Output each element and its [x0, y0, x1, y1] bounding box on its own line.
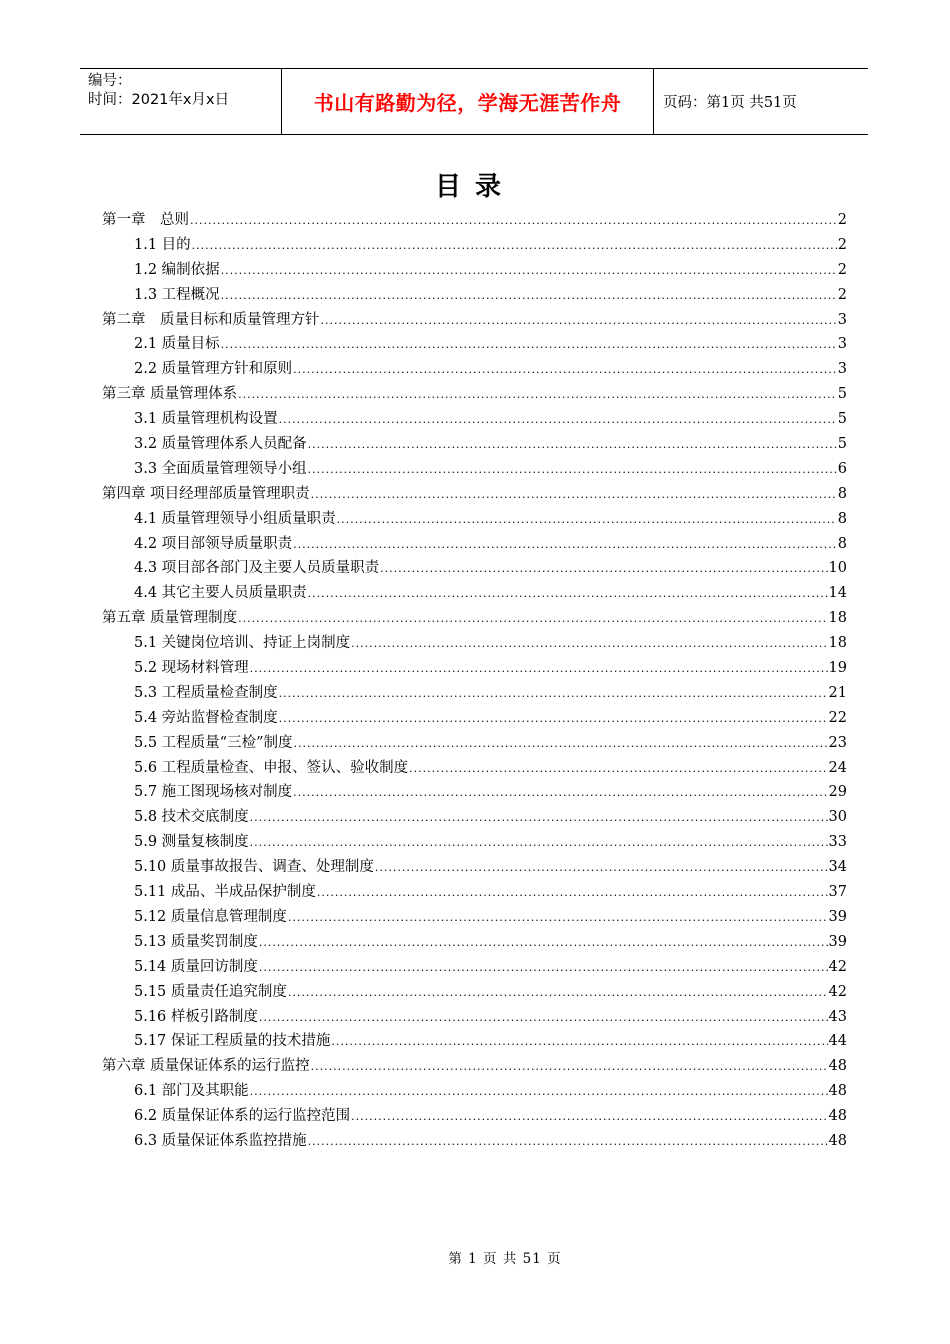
toc-section-entry[interactable]: [102, 656, 847, 681]
header-meta: [80, 69, 281, 134]
toc-dot-leader: [250, 836, 828, 849]
toc-dot-leader: [250, 811, 828, 824]
toc-entry-label: 5.11 成品、半成品保护制度: [134, 884, 316, 901]
table-of-contents: [102, 208, 847, 1154]
toc-dot-leader: [279, 413, 837, 426]
toc-entry-label: 5.7 施工图现场核对制度: [134, 784, 293, 801]
toc-entry-page: 21: [828, 684, 847, 701]
toc-dot-leader: [331, 1035, 827, 1048]
page-title: 目录: [434, 172, 515, 202]
toc-section-entry[interactable]: [102, 1029, 847, 1054]
toc-section-entry[interactable]: [102, 930, 847, 955]
header-slogan: 书山有路勤为径，学海无涯苦作舟: [313, 91, 622, 115]
toc-entry-page: 3: [837, 336, 847, 353]
toc-section-entry[interactable]: [102, 1005, 847, 1030]
toc-entry-page: 5: [837, 436, 847, 453]
toc-section-entry[interactable]: [102, 855, 847, 880]
toc-section-entry[interactable]: [102, 258, 847, 283]
toc-dot-leader: [351, 1110, 827, 1123]
document-time: 时间：2021年x月x日: [88, 92, 230, 108]
toc-dot-leader: [288, 911, 828, 924]
toc-entry-page: 5: [837, 411, 847, 428]
toc-entry-page: 23: [828, 734, 847, 751]
toc-entry-label: 4.1 质量管理领导小组质量职责: [134, 510, 336, 527]
toc-dot-leader: [192, 239, 837, 252]
toc-entry-page: 2: [837, 212, 847, 228]
toc-dot-leader: [259, 961, 828, 974]
toc-section-entry[interactable]: [102, 805, 847, 830]
toc-section-entry[interactable]: [102, 407, 847, 432]
toc-section-entry[interactable]: [102, 880, 847, 905]
toc-section-entry[interactable]: [102, 332, 847, 357]
toc-entry-label: 4.4 其它主要人员质量职责: [134, 585, 307, 602]
toc-entry-page: 39: [828, 908, 847, 925]
toc-dot-leader: [238, 388, 837, 401]
toc-entry-page: 3: [837, 361, 847, 378]
toc-entry-page: 2: [837, 261, 847, 278]
toc-entry-page: 14: [828, 585, 847, 602]
toc-entry-page: 34: [828, 859, 847, 876]
toc-entry-label: 5.9 测量复核制度: [134, 834, 249, 851]
toc-entry-page: 2: [837, 236, 847, 253]
toc-dot-leader: [337, 513, 837, 526]
toc-entry-label: 第六章 质量保证体系的运行监控: [102, 1058, 310, 1075]
toc-entry-label: 2.2 质量管理方针和原则: [134, 361, 293, 378]
toc-entry-label: 5.16 样板引路制度: [134, 1008, 258, 1025]
toc-section-entry[interactable]: [102, 731, 847, 756]
toc-dot-leader: [288, 986, 828, 999]
toc-entry-label: 5.17 保证工程质量的技术措施: [134, 1033, 331, 1050]
toc-dot-leader: [308, 438, 837, 451]
toc-entry-page: 30: [828, 809, 847, 826]
toc-entry-page: 19: [828, 660, 847, 677]
toc-dot-leader: [238, 612, 827, 625]
toc-entry-label: 第二章 质量目标和质量管理方针: [102, 311, 320, 328]
toc-entry-label: 5.14 质量回访制度: [134, 958, 258, 975]
toc-entry-label: 3.3 全面质量管理领导小组: [134, 460, 307, 477]
toc-entry-label: 4.3 项目部各部门及主要人员质量职责: [134, 560, 380, 577]
toc-section-entry[interactable]: [102, 432, 847, 457]
toc-dot-leader: [250, 1085, 828, 1098]
toc-dot-leader: [190, 214, 837, 227]
toc-entry-page: 43: [828, 1008, 847, 1025]
toc-dot-leader: [380, 562, 827, 575]
toc-dot-leader: [311, 1060, 828, 1073]
toc-entry-label: 1.1 目的: [134, 236, 191, 253]
toc-dot-leader: [308, 587, 828, 600]
toc-entry-label: 5.1 关键岗位培训、持证上岗制度: [134, 635, 351, 652]
toc-entry-label: 第四章 项目经理部质量管理职责: [102, 485, 310, 502]
header-page-cell: [654, 69, 868, 134]
toc-dot-leader: [294, 737, 828, 750]
toc-section-entry[interactable]: [102, 233, 847, 258]
toc-dot-leader: [259, 1011, 828, 1024]
toc-dot-leader: [293, 363, 837, 376]
toc-entry-label: 5.3 工程质量检查制度: [134, 684, 278, 701]
toc-entry-page: 29: [828, 784, 847, 801]
toc-entry-label: 3.1 质量管理机构设置: [134, 411, 278, 428]
toc-entry-page: 10: [828, 560, 847, 577]
toc-entry-page: 48: [828, 1132, 847, 1149]
toc-chapter-entry[interactable]: [102, 382, 847, 407]
toc-section-entry[interactable]: [102, 581, 847, 606]
header-slogan-cell: [281, 69, 654, 134]
toc-entry-page: 3: [837, 311, 847, 328]
toc-entry-label: 5.13 质量奖罚制度: [134, 933, 258, 950]
toc-entry-label: 第一章 总则: [102, 212, 189, 228]
toc-section-entry[interactable]: [102, 756, 847, 781]
toc-entry-label: 5.8 技术交底制度: [134, 809, 249, 826]
toc-entry-label: 5.15 质量责任追究制度: [134, 983, 287, 1000]
toc-entry-label: 6.3 质量保证体系监控措施: [134, 1132, 307, 1149]
toc-entry-page: 33: [828, 834, 847, 851]
toc-entry-label: 5.10 质量事故报告、调查、处理制度: [134, 859, 374, 876]
toc-section-entry[interactable]: [102, 681, 847, 706]
toc-entry-page: 8: [837, 510, 847, 527]
toc-chapter-entry[interactable]: [102, 482, 847, 507]
toc-section-entry[interactable]: [102, 532, 847, 557]
toc-dot-leader: [259, 936, 828, 949]
toc-entry-page: 2: [837, 286, 847, 303]
toc-section-entry[interactable]: [102, 507, 847, 532]
toc-dot-leader: [279, 712, 828, 725]
document-number: 编号：: [88, 73, 132, 89]
toc-entry-page: 8: [837, 535, 847, 552]
toc-entry-page: 39: [828, 933, 847, 950]
toc-chapter-entry[interactable]: [102, 606, 847, 631]
toc-dot-leader: [308, 463, 837, 476]
toc-dot-leader: [221, 264, 837, 277]
toc-dot-leader: [317, 886, 828, 899]
toc-entry-label: 5.12 质量信息管理制度: [134, 908, 287, 925]
toc-chapter-entry[interactable]: [102, 308, 847, 333]
toc-dot-leader: [293, 786, 827, 799]
toc-dot-leader: [221, 289, 837, 302]
toc-chapter-entry[interactable]: [102, 208, 847, 233]
toc-entry-page: 42: [828, 958, 847, 975]
toc-section-entry[interactable]: [102, 780, 847, 805]
toc-entry-page: 48: [828, 1058, 847, 1075]
page-header: [80, 68, 868, 135]
toc-dot-leader: [351, 637, 827, 650]
toc-entry-page: 22: [828, 709, 847, 726]
toc-section-entry[interactable]: [102, 283, 847, 308]
toc-entry-page: 5: [837, 386, 847, 403]
toc-section-entry[interactable]: [102, 631, 847, 656]
toc-section-entry[interactable]: [102, 980, 847, 1005]
toc-dot-leader: [308, 1135, 828, 1148]
toc-section-entry[interactable]: [102, 706, 847, 731]
toc-section-entry[interactable]: [102, 556, 847, 581]
page-footer: 第 1 页 共 51 页: [448, 1251, 562, 1267]
toc-entry-page: 48: [828, 1108, 847, 1125]
toc-entry-page: 37: [828, 884, 847, 901]
toc-dot-leader: [311, 488, 837, 501]
toc-entry-page: 8: [837, 485, 847, 502]
toc-entry-label: 3.2 质量管理体系人员配备: [134, 436, 307, 453]
toc-section-entry[interactable]: [102, 955, 847, 980]
toc-section-entry[interactable]: [102, 1104, 847, 1129]
toc-dot-leader: [221, 338, 837, 351]
toc-dot-leader: [293, 538, 837, 551]
toc-entry-label: 第五章 质量管理制度: [102, 610, 238, 627]
header-page-number: 页码：第1页 共51页: [663, 95, 797, 111]
toc-entry-label: 5.2 现场材料管理: [134, 660, 249, 677]
toc-entry-label: 5.6 工程质量检查、申报、签认、验收制度: [134, 759, 409, 776]
toc-dot-leader: [250, 662, 828, 675]
toc-entry-label: 4.2 项目部领导质量职责: [134, 535, 293, 552]
toc-dot-leader: [279, 687, 828, 700]
toc-section-entry[interactable]: [102, 830, 847, 855]
toc-chapter-entry[interactable]: [102, 1054, 847, 1079]
toc-entry-page: 6: [837, 460, 847, 477]
toc-dot-leader: [375, 861, 828, 874]
toc-section-entry[interactable]: [102, 1079, 847, 1104]
toc-entry-label: 2.1 质量目标: [134, 336, 220, 353]
toc-section-entry[interactable]: [102, 905, 847, 930]
toc-entry-label: 6.1 部门及其职能: [134, 1083, 249, 1100]
toc-entry-label: 第三章 质量管理体系: [102, 386, 238, 403]
toc-dot-leader: [409, 762, 827, 775]
toc-section-entry[interactable]: [102, 357, 847, 382]
toc-entry-label: 5.4 旁站监督检查制度: [134, 709, 278, 726]
toc-dot-leader: [321, 314, 837, 327]
toc-section-entry[interactable]: [102, 1129, 847, 1154]
toc-entry-page: 24: [828, 759, 847, 776]
toc-entry-label: 6.2 质量保证体系的运行监控范围: [134, 1108, 351, 1125]
toc-entry-page: 18: [828, 610, 847, 627]
toc-entry-page: 44: [828, 1033, 847, 1050]
toc-entry-page: 18: [828, 635, 847, 652]
toc-entry-page: 42: [828, 983, 847, 1000]
toc-entry-page: 48: [828, 1083, 847, 1100]
toc-section-entry[interactable]: [102, 457, 847, 482]
toc-entry-label: 5.5 工程质量“三检”制度: [134, 734, 293, 751]
toc-entry-label: 1.3 工程概况: [134, 286, 220, 303]
toc-entry-label: 1.2 编制依据: [134, 261, 220, 278]
